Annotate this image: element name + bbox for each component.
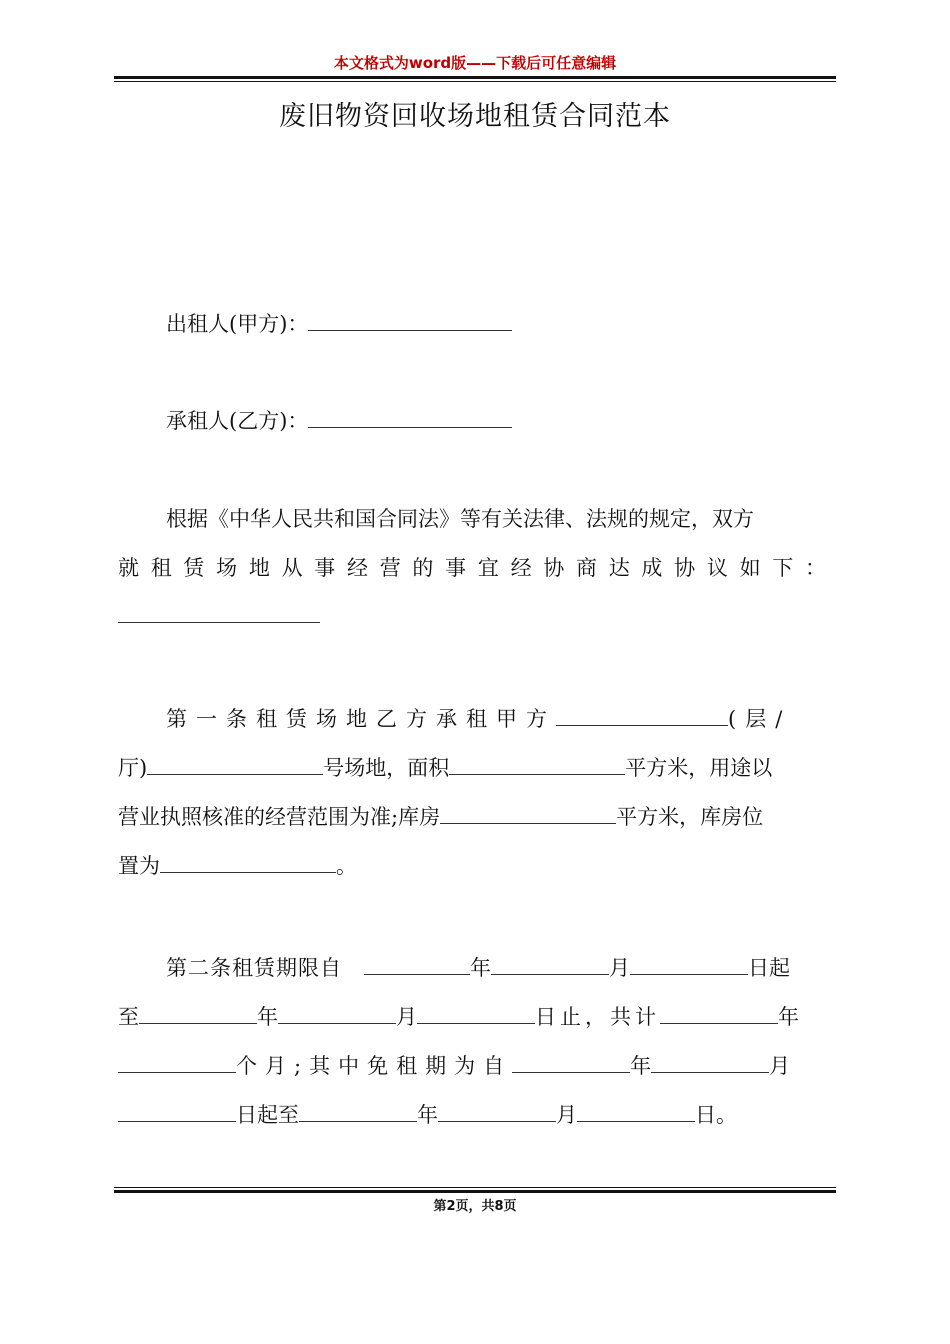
header-rule-thick — [114, 76, 836, 79]
article1-location-blank[interactable] — [160, 850, 336, 873]
article1-location-label: 置为 — [118, 854, 160, 878]
lessor-label: 出租人(甲方)： — [166, 312, 309, 336]
article2-month-label-5: 月 — [556, 1103, 577, 1127]
article2-end-label: 日。 — [695, 1103, 737, 1127]
article2-year-label-1: 年 — [470, 956, 491, 980]
footer-rule-thin — [114, 1187, 836, 1188]
article1-line-2 — [118, 752, 832, 783]
article2-total-months-blank[interactable] — [118, 1050, 236, 1073]
article2-line-2 — [118, 1001, 832, 1032]
article1-area-blank[interactable] — [449, 752, 625, 775]
article2-total-years-blank[interactable] — [660, 1001, 778, 1024]
article2-free-start-day-blank[interactable] — [118, 1099, 236, 1122]
article2-from-label: 日起 — [748, 956, 790, 980]
article1-line-1 — [166, 703, 832, 734]
article1-floor-unit: (层/ — [728, 707, 792, 731]
article1-area-label: 号场地，面积 — [323, 756, 450, 780]
article2-intro: 第二条租赁期限自 — [166, 956, 342, 980]
footer-rule-thick — [114, 1190, 836, 1193]
format-note: 本文格式为word版——下载后可任意编辑 — [333, 54, 617, 72]
article2-total-label: 日止，共计 — [535, 1005, 660, 1029]
preamble-line-3 — [118, 600, 832, 631]
page-number: 第2页，共8页 — [433, 1199, 517, 1214]
header-rule-thin — [114, 81, 836, 82]
preamble-line-2: 就租赁场地从事经营的事宜经协商达成协议如下： — [118, 556, 832, 580]
lessee-line — [166, 405, 880, 436]
preamble-line-1: 根据《中华人民共和国合同法》等有关法律、法规的规定，双方 — [166, 507, 754, 531]
article1-hall-label: 厅) — [118, 756, 148, 780]
lessee-label: 承租人(乙方)： — [166, 409, 309, 433]
article1-warehouse-label: 平方米，库房位 — [616, 805, 764, 829]
article2-month-label-1: 月 — [609, 956, 630, 980]
article2-month-label-4: 月 — [769, 1054, 791, 1078]
article2-year-label-3: 年 — [778, 1005, 799, 1029]
article2-free-period-label: 个月;其中免租期为自 — [236, 1054, 513, 1078]
article1-warehouse-area-blank[interactable] — [440, 801, 616, 824]
article2-end-day-blank[interactable] — [417, 1001, 535, 1024]
article1-line-4 — [118, 850, 832, 881]
article1-license-text: 营业执照核准的经营范围为准;库房 — [118, 805, 441, 829]
article2-to-label: 至 — [118, 1005, 139, 1029]
article2-free-end-month-blank[interactable] — [438, 1099, 556, 1122]
document-title: 废旧物资回收场地租赁合同范本 — [279, 101, 671, 132]
article2-start-day-blank[interactable] — [630, 952, 748, 975]
article1-floor-blank[interactable] — [556, 703, 728, 726]
article2-year-label-4: 年 — [630, 1054, 652, 1078]
article1-intro: 第一条租赁场地乙方承租甲方 — [166, 707, 556, 731]
lessee-blank[interactable] — [308, 405, 512, 428]
article2-month-label-2: 月 — [396, 1005, 417, 1029]
article2-end-month-blank[interactable] — [278, 1001, 396, 1024]
lessor-line — [166, 308, 880, 339]
article2-start-month-blank[interactable] — [491, 952, 609, 975]
article1-period: 。 — [336, 854, 357, 878]
article2-line-3 — [118, 1050, 832, 1081]
article2-free-end-day-blank[interactable] — [577, 1099, 695, 1122]
article2-free-start-month-blank[interactable] — [651, 1050, 769, 1073]
lessor-blank[interactable] — [308, 308, 512, 331]
article2-end-year-blank[interactable] — [139, 1001, 257, 1024]
article2-year-label-5: 年 — [417, 1103, 438, 1127]
article1-usage-label: 平方米，用途以 — [625, 756, 773, 780]
preamble-blank[interactable] — [118, 600, 320, 623]
article1-site-number-blank[interactable] — [147, 752, 323, 775]
article2-free-from-label: 日起至 — [236, 1103, 299, 1127]
article2-year-label-2: 年 — [257, 1005, 278, 1029]
article2-line-4 — [118, 1099, 832, 1130]
article2-start-year-blank[interactable] — [364, 952, 470, 975]
article2-free-end-year-blank[interactable] — [299, 1099, 417, 1122]
article2-free-start-year-blank[interactable] — [512, 1050, 630, 1073]
article1-line-3 — [118, 801, 832, 832]
article2-line-1 — [166, 952, 832, 983]
